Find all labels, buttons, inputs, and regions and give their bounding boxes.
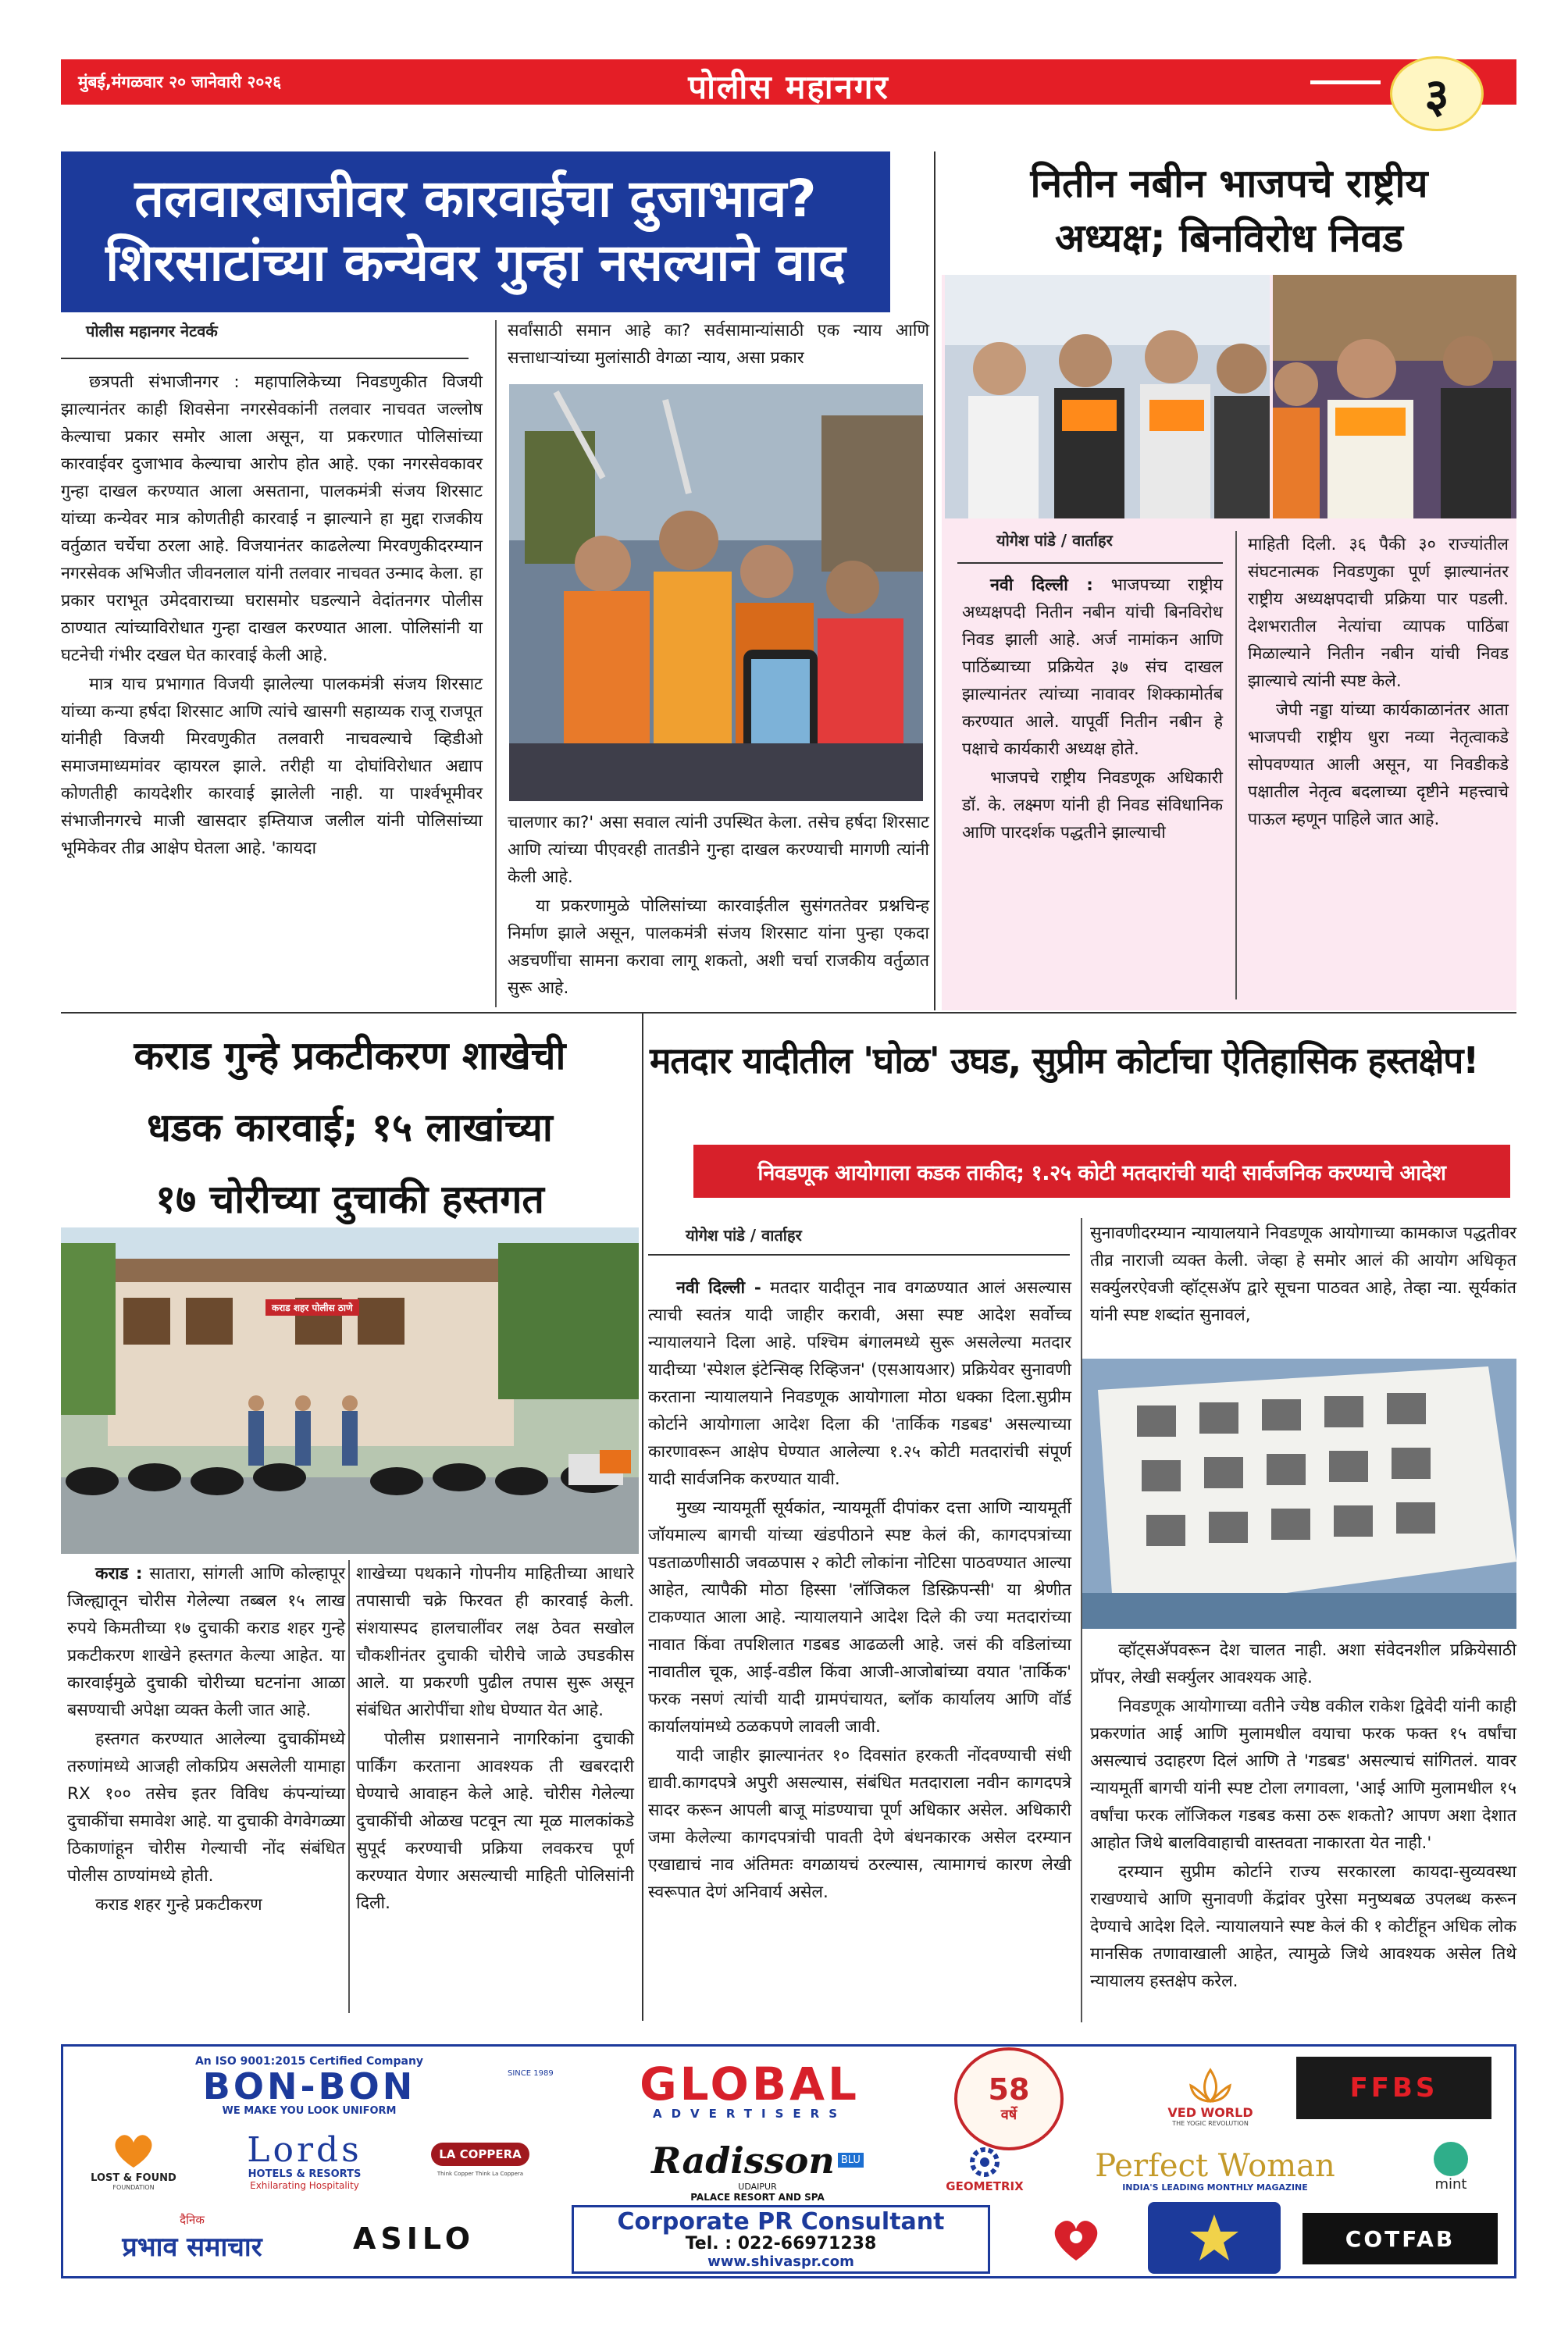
bottom-section-divider: [642, 1014, 643, 2021]
ad-la-coppera[interactable]: [422, 2129, 539, 2191]
ad-mint-name: mint: [1434, 2175, 1467, 2193]
story1-col2: [508, 809, 929, 1003]
masthead: [61, 59, 1516, 105]
ad-radisson-name: Radisson: [651, 2139, 835, 2182]
page-number: ३: [1424, 69, 1449, 123]
ad-pr-web: www.shivaspr.com: [707, 2253, 854, 2270]
story4-headline: मतदार यादीतील 'घोळ' उघड, सुप्रीम कोर्टाचा ऐतिहासिक हस्तक्षेप!: [650, 1039, 1478, 1081]
ad-perfect-name: Perfect Woman: [1095, 2147, 1335, 2184]
story4-col1: [648, 1274, 1071, 1908]
story4-col1-p1-wrap: [648, 1274, 1071, 1493]
ved-lotus-icon: [1183, 2066, 1238, 2105]
story3-headline-line1: कराड गुन्हे प्रकटीकरण शाखेची: [134, 1033, 566, 1078]
story2-col2-p1: माहिती दिली. ३६ पैकी ३० राज्यांतील संघटनात्मक निवडणुका पूर्ण झाल्यानंतर राष्ट्रीय अध्यक्षपदाची प्रक्रिया पार पडली. देशभरातील नेत्यांचा व्यापक पाठिंबा मिळाल्याने नितीन नबीन यांची निवड झाल्याचे त्यांनी स्पष्ट केले.: [1248, 535, 1509, 691]
ad-bonbon-iso: An ISO 9001:2015 Certified Company: [194, 2054, 424, 2068]
story2-headline-line2: अध्यक्ष; बिनविरोध निवड: [1054, 216, 1404, 261]
masthead-date: मुंबई,मंगळवार २० जानेवारी २०२६: [78, 73, 282, 91]
ad-bonbon-since: SINCE 1989: [508, 2069, 554, 2078]
ad-lords-name: Lords: [247, 2129, 362, 2170]
story1-photo-sword-celebration: [509, 384, 923, 801]
story1-col1: [61, 369, 483, 864]
story1-col2-top: सर्वांसाठी समान आहे का? सर्वसामान्यांसाठी एक न्याय आणि सत्ताधाऱ्यांच्या मुलांसाठी वेगळा न्याय, असा प्रकार: [508, 321, 929, 368]
story4-byline: योगेश पांडे / वार्ताहर: [686, 1226, 802, 1245]
ad-lost-found-name: LOST & FOUND: [91, 2172, 176, 2184]
page-number-badge: [1390, 56, 1484, 131]
story2-photo-left: [945, 275, 1270, 518]
ad-ved-world[interactable]: [1156, 2054, 1265, 2139]
ad-coppera-tag: Think Copper Think La Coppera: [437, 2171, 524, 2177]
story2-column-rule: [1235, 531, 1237, 999]
story2-col1-p1-wrap: [962, 572, 1223, 763]
story2-col1-p1: भाजपच्या राष्ट्रीय अध्यक्षपदी नितीन नबीन यांची बिनविरोध निवड झाली आहे. अर्ज नामांकन आणि पाठिंब्याच्या प्रक्रियेत ३७ संच दाखल झाल्यानंतर त्यांच्या नावावर शिक्कामोर्तब करण्यात आले. यापूर्वी नितीन नबीन हे पक्षाचे कार्यकारी अध्यक्ष होते.: [962, 575, 1223, 759]
ad-mint[interactable]: [1412, 2133, 1490, 2200]
ad-perfect-woman[interactable]: [1059, 2146, 1371, 2196]
ad-geometrix[interactable]: [926, 2138, 1043, 2200]
story2-headline: [942, 156, 1516, 265]
ad-lost-found-sub: FOUNDATION: [112, 2184, 155, 2191]
ad-anniversary-seal[interactable]: [954, 2047, 1064, 2150]
story2-col1-p2: भाजपचे राष्ट्रीय निवडणूक अधिकारी डॉ. के. लक्ष्मण यांनी ही निवड संविधानिक आणि पारदर्शक पद्धतीने झाल्याची: [962, 768, 1223, 843]
story2-byline: योगेश पांडे / वार्ताहर: [996, 531, 1113, 550]
story4-col1-p2: मुख्य न्यायमूर्ती सूर्यकांत, न्यायमूर्ती दीपांकर दत्ता आणि न्यायमूर्ती जॉयमाल्य बागची यांच्या खंडपीठाने स्पष्ट केलं की, कागदपत्रांच्या पडताळणीसाठी जवळपास २ कोटी लोकांना नोटिसा पाठवण्यात आल्या आहेत, त्यापैकी मोठा हिस्सा 'लॉजिकल डिस्क्रिपन्सी' या श्रेणीत टाकण्यात आला आहे. न्यायालयाने आदेश दिले की ज्या मतदारांच्या नावात किंवा तपशिलात गडबड आढळली आहे. जसं की वडिलांच्या नावातील चूक, आई-वडील किंवा आजी-आजोबांच्या वयात 'तार्किक' फरक नसणं त्यांची यादी ग्रामपंचायत, ब्लॉक कार्यालय आणि वॉर्ड कार्यालयांमध्ये ठळकपणे लावली जावी.: [648, 1498, 1071, 1737]
ad-bonbon-name: BON-BON: [202, 2065, 416, 2107]
story4-col1-p1: मतदार यादीतून नाव वगळण्यात आलं असल्यास त्याची स्वतंत्र यादी जाहीर करावी, असा स्पष्ट आदेश सर्वोच्च न्यायालयाने दिला आहे. पश्चिम बंगालमध्ये सुरू असलेल्या मतदार यादीच्या 'स्पेशल इंटेन्सिव्ह रिव्हिजन' (एसआयआर) प्रक्रियेवर सुनावणी करताना न्यायालयाने निवडणूक आयोगाला मोठा धक्का दिला.सुप्रीम कोर्टाने आयोगाला आदेश दिला की 'तार्किक गडबड' असल्याच्या कारणावरून आक्षेप घेण्यात आलेल्या १.२५ कोटी मतदारांची संपूर्ण यादी सार्वजनिक करण्यात यावी.: [648, 1278, 1071, 1489]
story2-byline-rule: [957, 562, 1223, 564]
ad-geometrix-name: GEOMETRIX: [946, 2179, 1024, 2193]
heart-icon: [1048, 2215, 1104, 2264]
story1-col1-p1: छत्रपती संभाजीनगर : महापालिकेच्या निवडणुकीत विजयी झाल्यानंतर काही शिवसेना नगरसेवकांनी तलवार नाचवत जल्लोष केल्याचा प्रकार समोर आला असून, या प्रकरणात पोलिसांच्या कारवाईवर दुजाभाव केल्याचा आरोप होत आहे. एका नगरसेवकावर गुन्हा दाखल करण्यात आला असताना, पालकमंत्री संजय शिरसाट यांच्या कन्येवर मात्र कोणतीही कारवाई न झाल्याने हा मुद्दा राजकीय वर्तुळात चर्चेचा ठरला आहे. विजयानंतर काढलेल्या मिरवणुकीदरम्यान नगरसेवक अभिजीत जीवनलाल यांनी तलवार नाचवत उन्माद केला. हा प्रकार पराभूत उमेदवाराच्या घरासमोर घडल्याने वेदांतनगर पोलीस ठाण्यात त्यांच्याविरोधात गुन्हा दाखल करण्यात आला. पोलिसांनी या घटनेची गंभीर दखल घेत कारवाई केली आहे.: [61, 372, 483, 665]
ad-bonbon[interactable]: [75, 2050, 543, 2121]
story4-col2-p2: निवडणूक आयोगाच्या वतीने ज्येष्ठ वकील राकेश द्विवेदी यांनी काही प्रकरणांत आई आणि मुलामधील वयाचा फरक फक्त १५ वर्षांचा असल्याचं उदाहरण दिलं आणि ते 'गडबड' असल्याचं सांगितलं. यावर न्यायमूर्ती बागची यांनी स्पष्ट टोला लगावला, 'आई आणि मुलामधील १५ वर्षांचा फरक लॉजिकल गडबड कसा ठरू शकतो? आपण अशा देशात आहोत जिथे बालविवाहाची वास्तवता नाकारता येत नाही.': [1090, 1697, 1516, 1853]
story3-photo-sign: कराड शहर पोलीस ठाणे: [265, 1299, 359, 1316]
story4-col2: [1090, 1637, 1516, 1997]
story3-col1-p1-wrap: [67, 1560, 345, 1724]
ad-perfect-tag: INDIA'S LEADING MONTHLY MAGAZINE: [1122, 2182, 1308, 2193]
story2-headline-line1: नितीन नबीन भाजपचे राष्ट्रीय: [1030, 161, 1428, 206]
ad-corporate-pr[interactable]: [572, 2205, 990, 2274]
story4-dateline: नवी दिल्ली -: [676, 1278, 761, 1298]
ad-cotfab[interactable]: [1303, 2213, 1498, 2264]
story1-headline-line1: तलवारबाजीवर कारवाईचा दुजाभाव?: [134, 169, 817, 229]
masthead-rule: [1310, 80, 1381, 84]
story3-col1: [67, 1560, 345, 1920]
ad-ffbs[interactable]: [1296, 2057, 1491, 2119]
story3-headline: [61, 1020, 639, 1235]
story1-col2-p2: या प्रकरणामुळे पोलिसांच्या कारवाईतील सुसंगततेवर प्रश्नचिन्ह निर्माण झाले असून, पालकमंत्री संजय शिरसाट यांना पुन्हा एकदा अडचणींचा सामना करावा लागू शकतो, अशी चर्चा राजकीय वर्तुळात सुरू आहे.: [508, 896, 929, 998]
mid-horizontal-rule: [61, 1012, 1516, 1014]
story1-byline-rule: [61, 358, 469, 359]
story1-col1-p2: मात्र याच प्रभागात विजयी झालेल्या पालकमंत्री संजय शिरसाट यांच्या कन्या हर्षदा शिरसाट आणि त्यांचे खासगी सहाय्यक राजू राजपूत यांनीही विजयी मिरवणुकीत तलवारी नाचवल्याचे व्हिडीओ समाजमाध्यमांवर व्हायरल झाले. तरीही या दोघांविरोधात अद्याप कोणतीही कायदेशीर कारवाई झालेली नाही. या पार्श्वभूमीवर संभाजीनगरचे माजी खासदार इम्तियाज जलील यांनी पोलिसांच्या भूमिकेवर तीव्र आक्षेप घेतला आहे. 'कायदा: [61, 675, 483, 858]
mint-leaf-icon: [1434, 2142, 1468, 2176]
ad-radisson-mark: [651, 2139, 864, 2182]
ad-pr-title: Corporate PR Consultant: [617, 2207, 945, 2236]
ad-global-sub: ADVERTISERS: [652, 2107, 846, 2121]
ad-global-advertisers[interactable]: [578, 2057, 921, 2122]
story2-col2: [1248, 531, 1509, 835]
ad-police-badge[interactable]: [1148, 2202, 1281, 2274]
star-badge-icon: [1187, 2211, 1242, 2265]
ad-asilo[interactable]: [328, 2210, 500, 2268]
ad-radisson-city: UDAIPUR: [738, 2181, 777, 2192]
story2-col1: [962, 572, 1223, 848]
story4-photo-voter-list: [1082, 1359, 1516, 1629]
story3-col1-p3: कराड शहर गुन्हे प्रकटीकरण: [95, 1895, 262, 1915]
ad-heart-foundation[interactable]: [1029, 2207, 1123, 2272]
ad-prabhav-name: प्रभाव समाचार: [122, 2232, 262, 2263]
story4-col2-p3: दरम्यान सुप्रीम कोर्टाने राज्य सरकारला कायदा-सुव्यवस्था राखण्याचे आणि सुनावणी केंद्रांवर पुरेसा मनुष्यबळ उपलब्ध करून देण्याचे आदेश दिले. न्यायालयाने स्पष्ट केलं की १ कोटींहून अधिक लोक मानसिक तणावाखाली आहेत, त्यामुळे जिथे आवश्यक असेल तिथे न्यायालय हस्तक्षेप करेल.: [1090, 1862, 1516, 1991]
ad-lords-tag: Exhilarating Hospitality: [250, 2179, 359, 2191]
ad-ffbs-name: FFBS: [1349, 2072, 1438, 2104]
story3-column-rule: [348, 1560, 350, 2013]
ad-anniversary-word: वर्षे: [1000, 2107, 1017, 2123]
story3-photo-recovered-bikes: [61, 1227, 639, 1554]
ad-radisson-badge: BLU: [838, 2153, 864, 2168]
story3-dateline: कराड :: [95, 1564, 143, 1584]
ad-radisson[interactable]: [601, 2139, 914, 2202]
ad-radisson-sub: PALACE RESORT AND SPA: [690, 2191, 825, 2203]
ad-cotfab-name: COTFAB: [1345, 2225, 1456, 2252]
ad-anniversary-number: 58: [988, 2072, 1030, 2107]
story1-col2-p1: चालणार का?' असा सवाल त्यांनी उपस्थित केला. तसेच हर्षदा शिरसाट आणि त्यांच्या पीएवरही तातडीने गुन्हा दाखल करण्याची मागणी त्यांनी केली आहे.: [508, 813, 929, 887]
ad-global-name: GLOBAL: [640, 2057, 860, 2111]
story2-dateline: नवी दिल्ली :: [990, 575, 1093, 595]
ad-asilo-name: ASILO: [352, 2221, 476, 2256]
story3-col1-p1: सातारा, सांगली आणि कोल्हापूर जिल्ह्यातून चोरीस गेलेल्या तब्बल १५ लाख रुपये किमतीच्या १७ दुचाकी कराड शहर गुन्हे प्रकटीकरण शाखेने हस्तगत केल्या आहेत. या कारवाईमुळे दुचाकी चोरीच्या घटनांना आळा बसण्याची अपेक्षा व्यक्त केली जात आहे.: [67, 1564, 345, 1720]
ad-prabhav-samachar[interactable]: [75, 2207, 309, 2269]
story4-col1-p3: यादी जाहीर झाल्यानंतर १० दिवसांत हरकती नोंदवण्याची संधी द्यावी.कागदपत्रे अपुरी असल्यास, संबंधित मतदाराला नवीन कागदपत्रे सादर करून आपली बाजू मांडण्याचा पूर्ण अधिकार असेल. अधिकारी जमा केलेल्या कागदपत्रांची पावती देणे बंधनकारक असेल दरम्यान एखाद्याचं नाव अंतिमतः वगळायचं ठरल्यास, त्यामागचं कारण लेखी स्वरूपात देणं अनिवार्य असेल.: [648, 1746, 1071, 1902]
ad-lords-sub: HOTELS & RESORTS: [248, 2168, 362, 2180]
story3-col1-p2: हस्तगत करण्यात आलेल्या दुचाकींमध्ये तरुणांमध्ये आजही लोकप्रिय असलेली यामाहा RX १०० तसेच इतर विविध कंपन्यांच्या दुचाकींचा समावेश आहे. या दुचाकी वेगवेगळ्या ठिकाणांहून चोरीस गेल्याची नोंद संबंधित पोलीस ठाण्यांमध्ये होती.: [67, 1730, 345, 1886]
ad-bonbon-tag: WE MAKE YOU LOOK UNIFORM: [222, 2104, 397, 2117]
story3-col2-p1: शाखेच्या पथकाने गोपनीय माहितीच्या आधारे तपासाची चक्रे फिरवत ही कारवाई केली. संशयास्पद हालचालींवर लक्ष ठेवत सखोल चौकशीनंतर दुचाकी चोरीचे जाळे उघडकीस आले. या प्रकरणी पुढील तपास सुरू असून संबंधित आरोपींचा शोध घेण्यात येत आहे.: [356, 1564, 634, 1720]
story3-headline-line2: धडक कारवाई; १५ लाखांच्या: [147, 1105, 553, 1150]
story1-column-rule: [495, 320, 497, 1007]
story2-col2-p2: जेपी नड्डा यांच्या कार्यकाळानंतर आता भाजपची राष्ट्रीय धुरा नव्या नेतृत्वाकडे सोपवण्यात आली असून, या निवडीकडे पक्षातील नेतृत्व बदलाच्या दृष्टीने महत्त्वाचे पाऊल म्हणून पाहिले जात आहे.: [1248, 700, 1509, 829]
story4-subhead-box: [693, 1145, 1510, 1198]
story4-byline-rule: [648, 1254, 1070, 1256]
ad-ved-tag: THE YOGIC REVOLUTION: [1172, 2120, 1249, 2127]
story4-col2-p1: व्हॉट्सअ‍ॅपवरून देश चालत नाही. अशा संवेदनशील प्रक्रियेसाठी प्रॉपर, लेखी सर्क्युलर आवश्यक आहे.: [1090, 1641, 1516, 1687]
ad-lords[interactable]: [211, 2122, 398, 2200]
story1-byline: पोलीस महानगर नेटवर्क: [86, 322, 218, 340]
ad-lost-found[interactable]: [75, 2121, 192, 2199]
top-section-divider: [934, 151, 935, 1010]
ad-prabhav-top: दैनिक: [180, 2213, 205, 2227]
story1-headline-line2: शिरसाटांच्या कन्येवर गुन्हा नसल्याने वाद: [105, 233, 846, 293]
ad-pr-tel: Tel. : 022-66971238: [685, 2233, 877, 2253]
ad-coppera-name: LA COPPERA: [431, 2143, 529, 2166]
story4-col2-top: सुनावणीदरम्यान न्यायालयाने निवडणूक आयोगाच्या कामकाज पद्धतीवर तीव्र नाराजी व्यक्त केली. जेव्हा हे समोर आलं की आयोग अधिकृत सर्क्युलरऐवजी व्हॉट्सअ‍ॅप द्वारे सूचना पाठवत आहे, तेव्हा न्या. सूर्यकांत यांनी स्पष्ट शब्दांत सुनावलं,: [1090, 1224, 1516, 1325]
ad-ved-name: VED WORLD: [1167, 2105, 1253, 2120]
geometrix-gear-icon: [963, 2145, 1007, 2179]
story4-subhead: निवडणूक आयोगाला कडक ताकीद; १.२५ कोटी मतदारांची यादी सार्वजनिक करण्याचे आदेश: [757, 1160, 1446, 1185]
story3-headline-line3: १७ चोरीच्या दुचाकी हस्तगत: [155, 1177, 544, 1222]
story3-col2: [356, 1560, 634, 1919]
paper-name: पोलीस महानगर: [688, 68, 889, 106]
hands-heart-icon: [106, 2129, 161, 2172]
story2-photo-right: [1273, 275, 1516, 518]
story3-col2-p2: पोलीस प्रशासनाने नागरिकांना दुचाकी पार्किंग करताना आवश्यक ती खबरदारी घेण्याचे आवाहन केले आहे. चोरीस गेलेल्या दुचाकींची ओळख पटवून त्या मूळ मालकांकडे सुपूर्द करण्याची प्रक्रिया लवकरच पूर्ण करण्यात येणार असल्याची माहिती पोलिसांनी दिली.: [356, 1730, 634, 1913]
story1-headline-box: [61, 151, 890, 312]
